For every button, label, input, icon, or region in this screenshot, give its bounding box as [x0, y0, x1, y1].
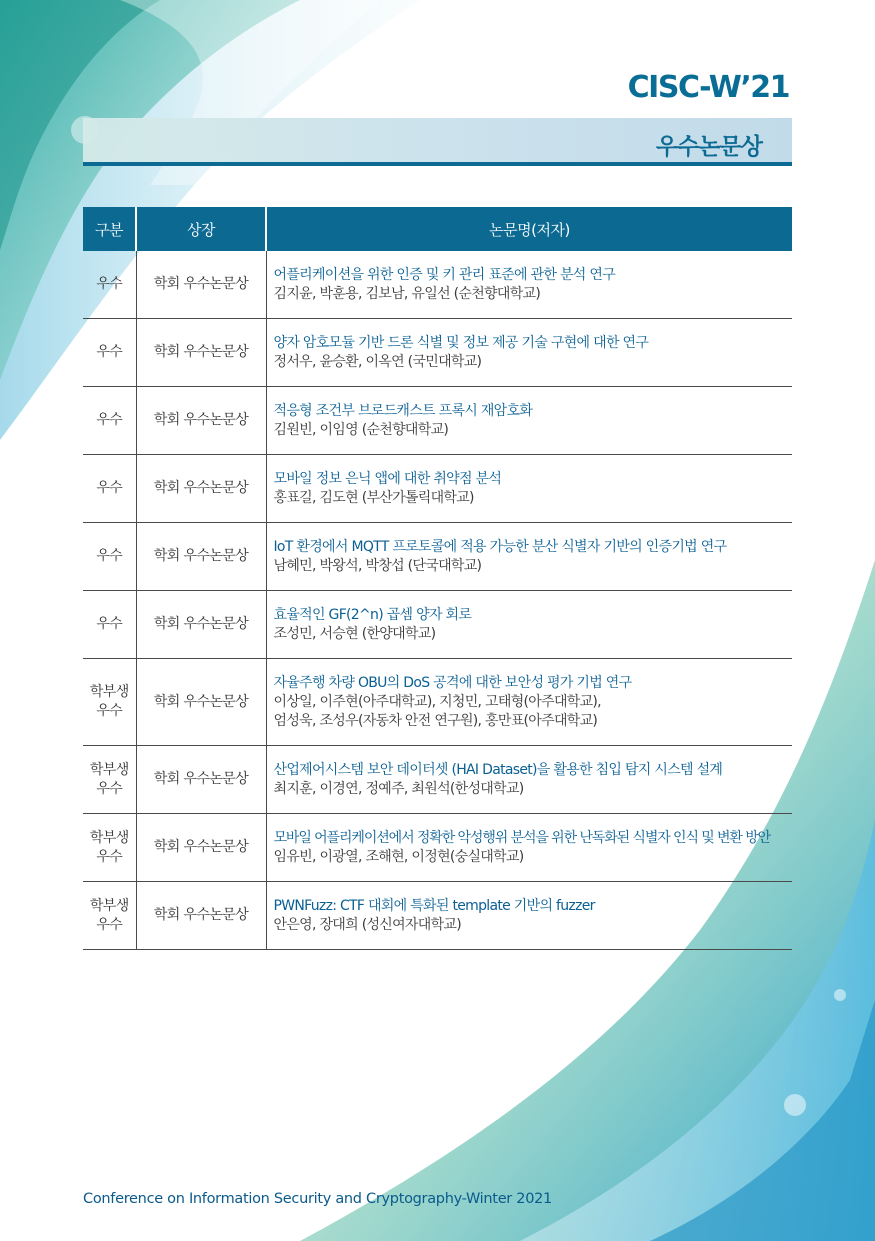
category-cell: 우수: [83, 455, 136, 523]
category-cell: 학부생 우수: [83, 659, 136, 746]
prize-cell: 학회 우수논문상: [136, 591, 266, 659]
conference-logo: CISC-W’21: [627, 70, 789, 105]
paper-authors: 안은영, 장대희 (성신여자대학교): [273, 916, 461, 933]
paper-authors: 김원빈, 이임영 (순천향대학교): [273, 421, 449, 438]
table-header-row: [83, 207, 792, 251]
paper-title: 효율적인 GF(2^n) 곱셈 양자 회로: [273, 606, 472, 623]
category-cell: 학부생 우수: [83, 882, 136, 950]
paper-title: 모바일 어플리케이션에서 정확한 악성행위 분석을 위한 난독화된 식별자 인식 및 변환 방안: [273, 829, 771, 846]
paper-cell: [266, 659, 792, 746]
paper-cell: [266, 251, 792, 319]
table-row: [83, 387, 792, 455]
prize-cell: 학회 우수논문상: [136, 746, 266, 814]
paper-authors: 홍표길, 김도현 (부산가톨릭대학교): [273, 489, 474, 506]
table-row: [83, 523, 792, 591]
paper-cell: [266, 319, 792, 387]
paper-authors: 이상일, 이주현(아주대학교), 지청민, 고태형(아주대학교),: [273, 693, 601, 710]
paper-title: 자율주행 차량 OBU의 DoS 공격에 대한 보안성 평가 기법 연구: [273, 674, 632, 691]
prize-cell: 학회 우수논문상: [136, 251, 266, 319]
footer-conference-name: Conference on Information Security and Cryptography-Winter 2021: [83, 1191, 552, 1207]
paper-title: IoT 환경에서 MQTT 프로토콜에 적용 가능한 분산 식별자 기반의 인증기법 연구: [273, 538, 727, 555]
category-cell: 우수: [83, 523, 136, 591]
paper-title: 적응형 조건부 브로드캐스트 프록시 재암호화: [273, 402, 533, 419]
category-cell: 우수: [83, 387, 136, 455]
table-row: [83, 882, 792, 950]
paper-authors: 엄성욱, 조성우(자동차 안전 연구원), 홍만표(아주대학교): [273, 712, 598, 729]
section-title: 우수논문상: [655, 134, 762, 160]
prize-cell: 학회 우수논문상: [136, 387, 266, 455]
category-cell: 우수: [83, 251, 136, 319]
category-cell: 우수: [83, 591, 136, 659]
category-cell: 학부생 우수: [83, 746, 136, 814]
paper-title: 산업제어시스템 보안 데이터셋 (HAI Dataset)을 활용한 침입 탐지 시스템 설계: [273, 761, 723, 778]
awards-table: [83, 207, 792, 950]
category-cell: 학부생 우수: [83, 814, 136, 882]
prize-cell: 학회 우수논문상: [136, 319, 266, 387]
paper-cell: [266, 814, 792, 882]
table-row: [83, 746, 792, 814]
paper-cell: [266, 523, 792, 591]
paper-title: PWNFuzz: CTF 대회에 특화된 template 기반의 fuzzer: [273, 897, 595, 914]
table-row: [83, 319, 792, 387]
paper-title: 어플리케이션을 위한 인증 및 키 관리 표준에 관한 분석 연구: [273, 266, 616, 283]
table-row: [83, 659, 792, 746]
paper-cell: [266, 882, 792, 950]
section-banner: [83, 118, 792, 166]
table-row: [83, 455, 792, 523]
paper-authors: 임유빈, 이광열, 조해현, 이정현(숭실대학교): [273, 848, 524, 865]
paper-cell: [266, 455, 792, 523]
paper-cell: [266, 746, 792, 814]
table-row: [83, 814, 792, 882]
table-row: [83, 591, 792, 659]
column-header-prize: 상장: [136, 207, 266, 251]
column-header-category: 구분: [83, 207, 136, 251]
prize-cell: 학회 우수논문상: [136, 882, 266, 950]
column-header-paper: 논문명(저자): [266, 207, 792, 251]
prize-cell: 학회 우수논문상: [136, 814, 266, 882]
prize-cell: 학회 우수논문상: [136, 455, 266, 523]
paper-authors: 최지훈, 이경연, 정예주, 최원석(한성대학교): [273, 780, 524, 797]
paper-title: 양자 암호모듈 기반 드론 식별 및 정보 제공 기술 구현에 대한 연구: [273, 334, 649, 351]
prize-cell: 학회 우수논문상: [136, 659, 266, 746]
paper-cell: [266, 387, 792, 455]
category-cell: 우수: [83, 319, 136, 387]
paper-authors: 김지윤, 박훈용, 김보남, 유일선 (순천향대학교): [273, 285, 541, 302]
prize-cell: 학회 우수논문상: [136, 523, 266, 591]
paper-cell: [266, 591, 792, 659]
paper-authors: 조성민, 서승현 (한양대학교): [273, 625, 436, 642]
paper-authors: 정서우, 윤승환, 이옥연 (국민대학교): [273, 353, 482, 370]
table-row: [83, 251, 792, 319]
paper-title: 모바일 정보 은닉 앱에 대한 취약점 분석: [273, 470, 502, 487]
paper-authors: 남혜민, 박왕석, 박창섭 (단국대학교): [273, 557, 482, 574]
